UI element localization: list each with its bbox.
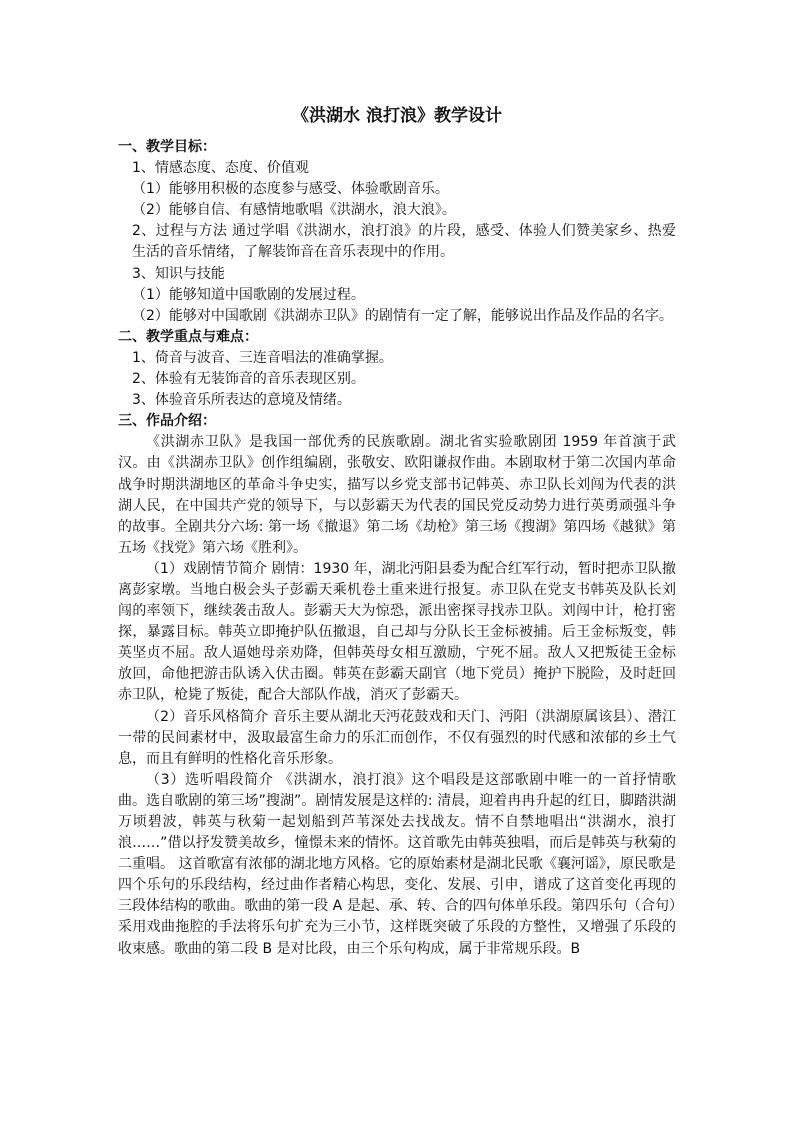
intro-paragraph-1: 《洪湖赤卫队》是我国一部优秀的民族歌剧。湖北省实验歌剧团 1959 年首演于武汉。由《洪湖赤卫队》创作组编剧，张敬安、欧阳谦叔作曲。本剧取材于第二次国内革命战争时期洪湖地区的革命斗争史实，描写以乡党支部书记韩英、赤卫队长刘闯为代表的洪湖人民，在中国共产党的领导下，与以彭霸天为代表的国民党反动势力进行英勇顽强斗争的故事。全剧共分六场: 第一场《撤退》第二场《劫枪》第三场《搜湖》第四场《越狱》第五场《找党》第六场《胜利》。	[118, 434, 676, 556]
objective-subitem-3a: （1）能够知道中国歌剧的发展过程。	[132, 286, 365, 303]
objective-subitem-1b: （2）能够自信、有感情地歌唱《洪湖水，浪大浪》。	[132, 202, 456, 219]
keypoint-item-3: 3、体验音乐所表达的意境及情绪。	[132, 392, 351, 409]
document-title: 《洪湖水 浪打浪》教学设计	[292, 106, 502, 126]
keypoint-item-1: 1、倚音与波音、三连音唱法的准确掌握。	[132, 349, 393, 366]
document-body	[118, 137, 676, 960]
objective-subitem-1a: （1）能够用积极的态度参与感受、体验歌剧音乐。	[132, 181, 449, 198]
objective-item-1: 1、情感态度、态度、价值观	[132, 160, 309, 177]
keypoint-item-2: 2、体验有无装饰音的音乐表现区别。	[132, 371, 365, 388]
objective-item-2: 2、过程与方法 通过学唱《洪湖水，浪打浪》的片段，感受、体验人们赞美家乡、热爱生活的音乐情绪，了解装饰音在音乐表现中的作用。	[132, 223, 676, 261]
section-heading-objectives: 一、教学目标：	[118, 139, 216, 155]
objective-item-3: 3、知识与技能	[132, 265, 225, 282]
section-heading-introduction: 三、作品介绍：	[118, 413, 216, 430]
intro-paragraph-music-style: （2）音乐风格简介 音乐主要从湖北天沔花鼓戏和天门、沔阳（洪湖原属该县）、潜江一带的民间素材中，汲取最富生命力的乐汇而创作，不仅有强烈的时代感和浓郁的乡土气息，而且有鲜明的性格化音乐形象。	[118, 708, 676, 767]
intro-paragraph-song: （3）选听唱段简介 《洪湖水，浪打浪》这个唱段是这部歌剧中唯一的一首抒情歌曲。选自歌剧的第三场”搜湖”。剧情发展是这样的: 清晨，迎着冉冉升起的红日，脚踏洪湖万顷碧波，韩英与秋菊一起划船到芦苇深处去找战友。情不自禁地唱出“洪湖水，浪打浪……”借以抒发赞美故乡，憧憬未来的情怀。这首歌先由韩英独唱，而后是韩英与秋菊的二重唱。 这首歌富有浓郁的湖北地方风格。它的原始素材是湖北民歌《襄河谣》，原民歌是四个乐句的乐段结构，经过曲作者精心构思，变化、发展、引申，谱成了这首变化再现的三段体结构的歌曲。歌曲的第一段 A 是起、承、转、合的四句体单乐段。第四乐句（合句）采用戏曲拖腔的手法将乐句扩充为三小节，这样既突破了乐段的方整性，又增强了乐段的收束感。歌曲的第二段 B 是对比段，由三个乐句构成，属于非常规乐段。B	[118, 771, 676, 957]
intro-paragraph-plot: （1）戏剧情节简介 剧情：1930 年，湖北沔阳县委为配合红军行动，暂时把赤卫队撤离彭家墩。当地白极会头子彭霸天乘机卷土重来进行报复。赤卫队在党支书韩英及队长刘闯的率领下，继续袭击敌人。彭霸天大为惊恐，派出密探寻找赤卫队。刘闯中计，枪打密探，暴露目标。韩英立即掩护队伍撤退，自己却与分队长王金标被捕。后王金标叛变，韩英坚贞不屈。敌人逼她母亲劝降，但韩英母女相互激励，宁死不屈。敌人又把叛徒王金标放回，命他把游击队诱入伏击圈。韩英在彭霸天副官（地下党员）掩护下脱险，及时赶回赤卫队，枪毙了叛徒，配合大部队作战，消灭了彭霸天。	[118, 560, 676, 704]
objective-subitem-3b: （2）能够对中国歌剧《洪湖赤卫队》的剧情有一定了解，能够说出作品及作品的名字。	[132, 307, 673, 324]
section-heading-keypoints: 二、教学重点与难点：	[118, 328, 258, 345]
